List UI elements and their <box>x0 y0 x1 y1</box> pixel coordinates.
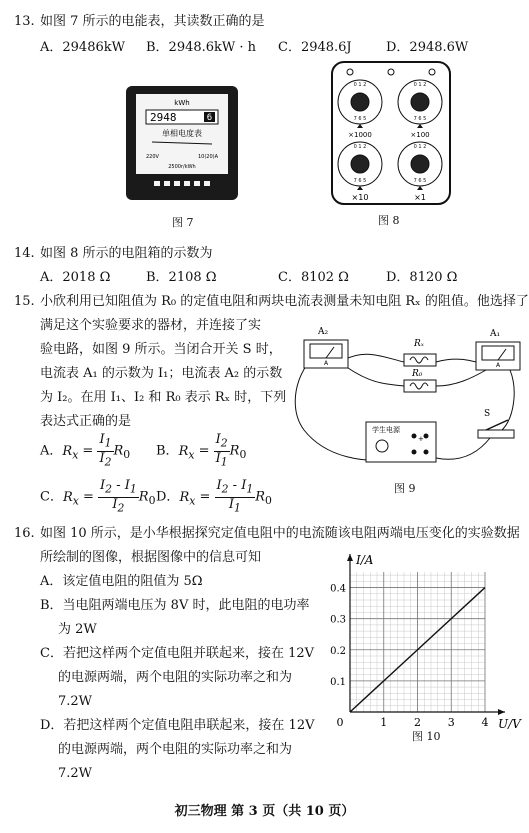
svg-text:0 1 2: 0 1 2 <box>413 144 427 150</box>
fig8-caption: 图 8 <box>378 214 400 227</box>
q16-option-d-cont2: 7.2W <box>58 766 93 781</box>
svg-text:7 6 5: 7 6 5 <box>413 116 427 122</box>
q13-option-c: C．2948.6J <box>278 40 352 55</box>
q13-stem: 如图 7 所示的电能表，其读数正确的是 <box>40 14 265 29</box>
svg-text:A: A <box>323 360 329 367</box>
x-tick-label: 4 <box>481 716 489 729</box>
q15-line3: 验电路，如图 9 所示。当闭合开关 S 时， <box>40 342 282 357</box>
label-s: S <box>484 409 491 419</box>
q14-option-c: C．8102 Ω <box>278 270 349 285</box>
dial-multiplier-100: ×100 <box>410 131 430 139</box>
q13-option-d: D．2948.6W <box>386 40 469 55</box>
q16-option-d: D．若把这样两个定值电阻串联起来，接在 12V <box>40 718 315 733</box>
q16-line1: 如图 10 所示，是小华根据探究定值电阻中的电流随该电阻两端电压变化的实验数据 <box>40 526 520 541</box>
meter-unit: kWh <box>174 99 190 107</box>
meter-last-digit: 6 <box>206 113 213 123</box>
iu-chart <box>320 552 525 744</box>
svg-text:7 6 5: 7 6 5 <box>353 116 367 122</box>
q14-option-a: A．2018 Ω <box>40 270 111 285</box>
svg-text:+: + <box>418 435 424 443</box>
q14-option-d: D．8120 Ω <box>386 270 458 285</box>
dial-multiplier-1000: ×1000 <box>348 131 372 139</box>
label-a2: A₂ <box>318 327 329 337</box>
circuit-figure <box>286 318 522 474</box>
q16-option-b-cont: 为 2W <box>58 622 97 637</box>
dial-multiplier-10: ×10 <box>351 193 369 202</box>
y-tick-label: 0.4 <box>330 583 346 595</box>
q16-option-c-cont1: 的电源两端，两个电阻的实际功率之和为 <box>58 670 293 685</box>
resistance-box-figure <box>330 60 452 206</box>
fig7-caption: 图 7 <box>172 216 194 229</box>
label-supply: 学生电源 <box>372 426 400 434</box>
meter-spec-left: 220V <box>146 154 159 160</box>
label-r0: R₀ <box>412 369 423 379</box>
meter-reading: 2948 <box>150 111 177 124</box>
q14-number: 14. <box>14 246 35 261</box>
q16-option-b: B．当电阻两端电压为 8V 时，此电阻的电功率 <box>40 598 310 613</box>
svg-text:A: A <box>495 362 501 369</box>
q16-number: 16. <box>14 526 35 541</box>
svg-text:7 6 5: 7 6 5 <box>353 178 367 184</box>
q16-option-d-cont1: 的电源两端，两个电阻的实际功率之和为 <box>58 742 293 757</box>
y-axis-label: I/A <box>356 553 374 567</box>
q16-option-c: C．若把这样两个定值电阻并联起来，接在 12V <box>40 646 315 661</box>
q13-option-a: A．29486kW <box>40 40 125 55</box>
svg-text:0 1 2: 0 1 2 <box>413 82 427 88</box>
q16-option-a: A．该定值电阻的阻值为 5Ω <box>40 574 203 589</box>
q15-line4: 电流表 A₁ 的示数为 I₁；电流表 A₂ 的示数 <box>40 366 283 381</box>
q15-option-c: C．$R_x$ = $\frac{I_2 - I_1}{I_2}$ $R_0$ <box>40 478 156 515</box>
q15-line1: 小欣利用已知阻值为 R₀ 的定值电阻和两块电流表测量未知电阻 Rₓ 的阻值。他选择了 <box>40 294 529 309</box>
q14-stem: 如图 8 所示的电阻箱的示数为 <box>40 246 213 261</box>
meter-spec-right: 10(20)A <box>197 154 218 160</box>
label-a1: A₁ <box>490 329 501 339</box>
q15-line2: 满足这个实验要求的器材，并连接了实 <box>40 318 262 333</box>
x-axis-arrow <box>498 709 505 715</box>
y-axis-arrow <box>347 554 353 561</box>
dial-multiplier-1: ×1 <box>414 193 426 202</box>
page-footer: 初三物理 第 3 页（共 10 页） <box>174 804 355 819</box>
q15-option-d: D．$R_x$ = $\frac{I_2 - I_1}{I_1}$ $R_0$ <box>156 478 272 515</box>
x-axis-label: U/V <box>498 717 521 731</box>
meter-label: 单相电度表 <box>162 129 202 138</box>
q15-line5: 为 I₂。在用 I₁、I₂ 和 R₀ 表示 Rₓ 时，下列 <box>40 390 287 405</box>
y-tick-label: 0.1 <box>330 676 346 688</box>
fig10-caption: 图 10 <box>412 730 441 743</box>
svg-text:0 1 2: 0 1 2 <box>353 82 367 88</box>
q16-line2: 所绘制的图像，根据图像中的信息可知 <box>40 550 262 565</box>
y-tick-label: 0.3 <box>330 614 346 626</box>
x-tick-label: 3 <box>447 716 455 729</box>
y-tick-label: 0.2 <box>330 645 346 657</box>
q15-number: 15. <box>14 294 35 309</box>
electric-meter-figure <box>124 84 240 202</box>
label-rx: Rₓ <box>414 339 424 349</box>
x-tick-label: 0 <box>336 716 344 729</box>
x-tick-label: 2 <box>414 716 421 729</box>
q16-option-c-cont2: 7.2W <box>58 694 93 709</box>
q15-line6: 表达式正确的是 <box>40 414 132 429</box>
q15-option-b: B．$R_x$ = $\frac{I_2}{I_1}$ $R_0$ <box>156 432 247 469</box>
x-tick-label: 1 <box>380 716 388 729</box>
q13-number: 13. <box>14 14 35 29</box>
fig9-caption: 图 9 <box>394 482 416 495</box>
meter-spec-bottom: 2500r/kWh <box>168 164 196 170</box>
q14-option-b: B．2108 Ω <box>146 270 217 285</box>
svg-text:7 6 5: 7 6 5 <box>413 178 427 184</box>
q13-option-b: B．2948.6kW · h <box>146 40 257 55</box>
svg-text:0 1 2: 0 1 2 <box>353 144 367 150</box>
q15-option-a: A．$R_x$ = $\frac{I_1}{I_2}$ $R_0$ <box>40 432 131 469</box>
